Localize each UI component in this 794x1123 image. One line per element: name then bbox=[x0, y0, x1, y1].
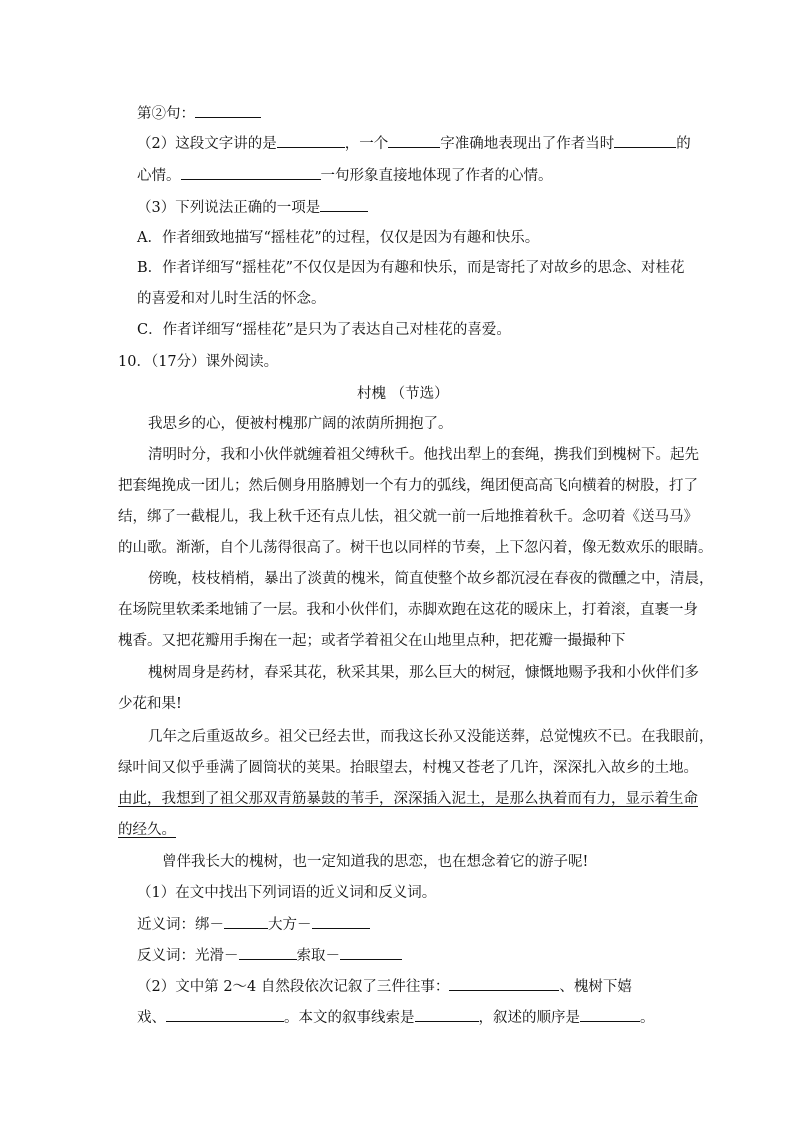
answer-blank[interactable] bbox=[181, 165, 321, 180]
synonym-mid-label: 大方－ bbox=[268, 917, 312, 933]
answer-blank[interactable] bbox=[224, 914, 268, 929]
answer-blank[interactable] bbox=[312, 914, 370, 929]
q9-sentence2-line bbox=[137, 103, 261, 124]
answer-blank[interactable] bbox=[277, 133, 345, 148]
option-c[interactable]: C．作者详细写“摇桂花”是只为了表达自己对桂花的喜爱。 bbox=[137, 322, 511, 338]
synonym-line bbox=[137, 914, 370, 935]
q9-part3-line bbox=[137, 197, 368, 218]
option-a[interactable]: A．作者细致地描写“摇桂花”的过程，仅仅是因为有趣和快乐。 bbox=[137, 230, 540, 246]
passage-paragraph-2-line4: 的山歌。渐渐，自个儿荡得很高了。树干也以同样的节奏，上下忽闪着，像无数欢乐的眼睛。 bbox=[118, 540, 713, 556]
subquestion-2-text-a: （2）文中第 2～4 自然段依次记叙了三件往事： bbox=[137, 979, 450, 995]
subquestion-2-text-e: ，叙述的顺序是 bbox=[478, 1010, 580, 1026]
subquestion-2-text-b: 、槐树下嬉 bbox=[559, 979, 632, 995]
subquestion-2-text-c: 戏、 bbox=[137, 1010, 166, 1026]
subquestion-2-text-d: 。本文的叙事线索是 bbox=[284, 1010, 415, 1026]
answer-blank[interactable] bbox=[340, 945, 402, 960]
option-b-line1[interactable]: B．作者详细写“摇桂花”不仅仅是因为有趣和快乐，而是寄托了对故乡的思念、对桂花 bbox=[137, 260, 685, 276]
subquestion-1: （1）在文中找出下列词语的近义词和反义词。 bbox=[137, 885, 437, 901]
answer-blank[interactable] bbox=[195, 103, 261, 118]
passage-title: 村槐 （节选） bbox=[357, 386, 449, 402]
answer-blank[interactable] bbox=[388, 133, 440, 148]
subquestion-2-text-f: 。 bbox=[640, 1010, 655, 1026]
antonym-label: 反义词：光滑－ bbox=[137, 948, 239, 964]
q9-part3-text: （3）下列说法正确的一项是 bbox=[137, 200, 321, 216]
option-b-line2[interactable]: 的喜爱和对儿时生活的怀念。 bbox=[137, 291, 326, 307]
antonym-mid-label: 索取－ bbox=[296, 948, 340, 964]
answer-blank[interactable] bbox=[166, 1007, 284, 1022]
subquestion-2-line1 bbox=[137, 976, 632, 997]
passage-paragraph-4-line1: 槐树周身是药材，春采其花，秋采其果，那么巨大的树冠，慷慨地赐予我和小伙伴们多 bbox=[148, 665, 699, 681]
subquestion-2-line2 bbox=[137, 1007, 655, 1028]
underlined-sentence-line1: 由此，我想到了祖父那双青筋暴鼓的苇手，深深插入泥土，是那么执着而有力，显示着生命 bbox=[118, 791, 698, 807]
passage-paragraph-6: 曾伴我长大的槐树，也一定知道我的思恋，也在想念着它的游子呢! bbox=[162, 854, 589, 870]
q9-part2-text-b: ，一个 bbox=[344, 136, 389, 152]
passage-paragraph-5-line2: 绿叶间又似乎垂满了圆筒状的荚果。抬眼望去，村槐又苍老了几许，深深扎入故乡的土地。 bbox=[118, 760, 698, 776]
q9-part2-text-e: 心情。 bbox=[137, 168, 181, 184]
q9-part2-line2 bbox=[137, 165, 553, 186]
passage-paragraph-1: 我思乡的心，便被村槐那广阔的浓荫所拥抱了。 bbox=[148, 416, 453, 432]
answer-blank[interactable] bbox=[449, 976, 559, 991]
passage-paragraph-2-line1: 清明时分，我和小伙伴就缠着祖父缚秋千。他找出犁上的套绳，携我们到槐树下。起先 bbox=[148, 447, 699, 463]
q9-part2-text-a: （2）这段文字讲的是 bbox=[137, 136, 277, 152]
passage-paragraph-2-line2: 把套绳挽成一团儿；然后侧身用胳膊划一个有力的弧线，绳团便高高飞向横着的树股，打了 bbox=[118, 478, 698, 494]
passage-paragraph-3-line1: 傍晚，枝枝梢梢，暴出了淡黄的槐米，简直使整个故乡都沉浸在春夜的微醺之中，清晨， bbox=[148, 571, 714, 587]
answer-blank[interactable] bbox=[239, 945, 297, 960]
q9-sentence2-prefix: 第②句： bbox=[137, 106, 195, 122]
passage-paragraph-4-line2: 少花和果! bbox=[118, 696, 182, 712]
passage-paragraph-3-line2: 在场院里软柔柔地铺了一层。我和小伙伴们，赤脚欢跑在这花的暖床上，打着滚，直裹一身 bbox=[118, 602, 698, 618]
answer-blank[interactable] bbox=[320, 197, 368, 212]
q9-part2-text-d: 的 bbox=[676, 136, 691, 152]
passage-paragraph-3-line3: 槐香。又把花瓣用手掬在一起；或者学着祖父在山地里点种，把花瓣一撮撮种下 bbox=[118, 633, 626, 649]
antonym-line bbox=[137, 945, 402, 966]
underlined-sentence-line2: 的经久。 bbox=[118, 822, 176, 838]
synonym-label: 近义词：绑－ bbox=[137, 917, 224, 933]
passage-paragraph-2-line3: 结，绑了一截棍儿，我上秋千还有点儿怯，祖父就一前一后地推着秋千。念叨着《送马马》 bbox=[118, 509, 698, 525]
q10-header: 10．（17分）课外阅读。 bbox=[118, 354, 279, 370]
answer-blank[interactable] bbox=[415, 1007, 479, 1022]
answer-blank[interactable] bbox=[614, 133, 676, 148]
q9-part2-line1 bbox=[137, 133, 691, 154]
answer-blank[interactable] bbox=[580, 1007, 640, 1022]
q9-part2-text-f: 一句形象直接地体现了作者的心情。 bbox=[320, 168, 553, 184]
passage-paragraph-5-line1: 几年之后重返故乡。祖父已经去世，而我这长孙又没能送葬，总觉愧疚不已。在我眼前， bbox=[148, 729, 714, 745]
q9-part2-text-c: 字准确地表现出了作者当时 bbox=[440, 136, 615, 152]
